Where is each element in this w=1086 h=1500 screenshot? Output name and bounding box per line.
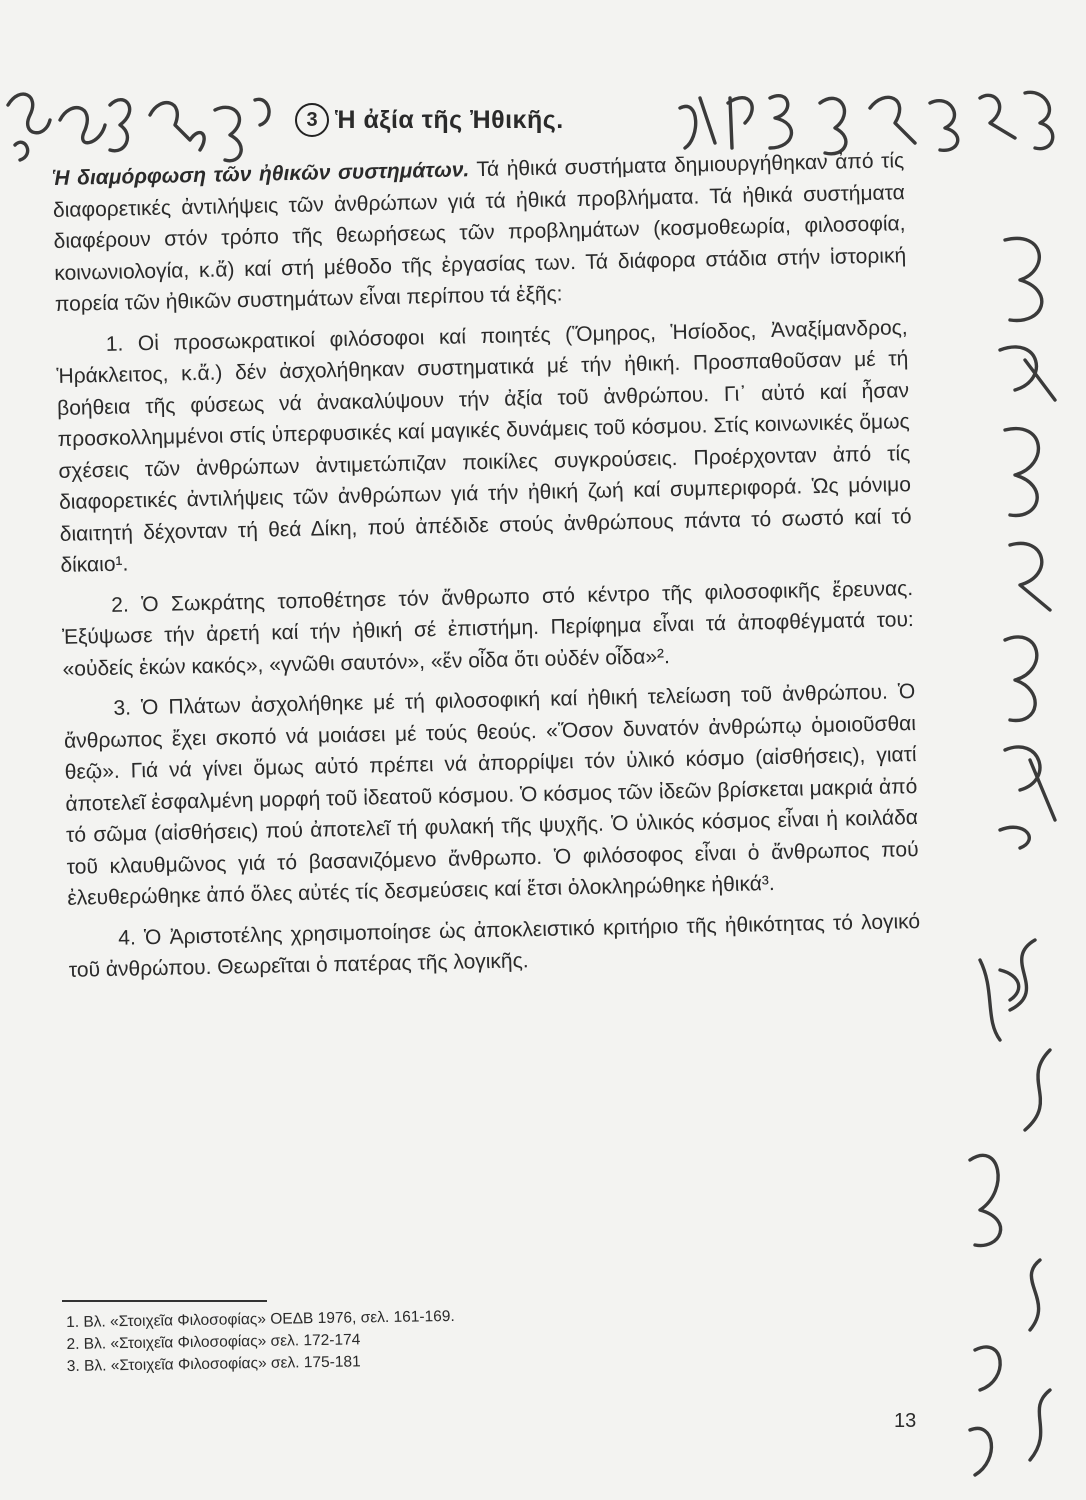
section-number-circle: 3 bbox=[295, 103, 329, 137]
intro-text: Τά ἠθικά συστήματα δημιουργήθηκαν ἀπό τίς διαφορετικές ἀντιλήψεις τῶν ἀνθρώπων γιά τά ἠθικά προβλήματα. Τά ἠθικά συστήματα διαφέρουν στόν τρόπο τῆς θεωρήσεως τῶν προβλημάτων (κοσμοθεωρία, φιλοσοφία, κοινωνιολογία, κ.ἄ) καί στή μέθοδο τῆς ἐργασίας των. Τά διάφορα στάδια στήν ἱστορική πορεία τῶν ἠθικῶν συστημάτων εἶναι περίπου τά ἑξῆς: bbox=[52, 149, 907, 316]
handwritten-scribble-right-margin-lower bbox=[940, 930, 1080, 1490]
list-item-1: 1. Οἱ προσωκρατικοί φιλόσοφοι καί ποιητές (Ὅμηρος, Ἡσίοδος, Ἀναξίμανδρος, Ἡράκλειτος, κ.ἄ.) δέν ἀσχολήθηκαν συστηματικά μέ τήν ἠθική. Προσπαθοῦσαν μέ τή βοήθεια τῆς φύσεως νά ἀνακαλύψουν τήν ἀξία τοῦ ἀνθρώπου. Γι᾽ αὐτό καί ἦσαν προσκολλημμένοι στίς ὑπερφυσικές καί μαγικές δυνάμεις τοῦ κόσμου. Στίς κοινωνικές ὅμως σχέσεις τῶν ἀνθρώπων ἀντιμετώπιζαν ποικίλες συγκρούσεις. Προέρχονταν ἀπό τίς διαφορετικές ἀντιλήψεις τῶν ἀνθρώπων γιά τήν ἠθική ζωή καί συμπεριφορά. Ὡς μόνιμο διαιτητή δέχονταν τή θεά Δίκη, πού ἀπέδιδε στούς ἀνθρώπους πάντα τό σωστό καί τό δίκαιο¹. bbox=[56, 315, 912, 577]
footnotes bbox=[66, 1303, 667, 1378]
body-text bbox=[52, 145, 921, 986]
footnote-1: 1. Βλ. «Στοιχεῖα Φιλοσοφίας» ΟΕΔΒ 1976, σελ. 161-169. bbox=[66, 1307, 455, 1331]
footnote-2: 2. Βλ. «Στοιχεῖα Φιλοσοφίας» σελ. 172-174 bbox=[66, 1331, 361, 1353]
section-heading bbox=[295, 98, 564, 142]
list-item-3: 3. Ὁ Πλάτων ἀσχολήθηκε μέ τή φιλοσοφική καί ἠθική τελείωση τοῦ ἀνθρώπου. Ὁ ἄνθρωπος ἔχει σκοπό νά μοιάσει μέ τούς θεούς. «Ὅσον δυνατόν ἀνθρώπῳ ὁμοιοῦσθαι θεῷ». Γιά νά γίνει ὅμως αὐτό πρέπει νά ἀπορρίψει τόν ὑλικό κόσμο (αἰσθήσεις), γιατί ἀποτελεῖ ἐσφαλμένη μορφή τοῦ ἰδεατοῦ κόσμου. Ὁ κόσμος τῶν ἰδεῶν βρίσκεται μακριά ἀπό τό σῶμα (αἰσθήσεις) πού ἀποτελεῖ τή φυλακή τῆς ψυχῆς. Ὁ ὑλικός κόσμος εἶναι ἡ κοιλάδα τοῦ κλαυθμῶνος γιά τό βασανιζόμενο ἄνθρωπο. Ὁ φιλόσοφος εἶναι ὁ ἄνθρωπος πού ἐλευθερώθηκε ἀπό ὅλες αὐτές τίς δεσμεύσεις καί ἔτσι ὁλοκληρώθηκε ἠθικά³. bbox=[63, 680, 919, 910]
handwritten-scribble-right-margin-upper bbox=[985, 230, 1075, 850]
intro-paragraph bbox=[52, 145, 907, 320]
footnote-3: 3. Βλ. «Στοιχεῖα Φιλοσοφίας» σελ. 175-181 bbox=[66, 1353, 361, 1375]
footnote-divider bbox=[62, 1300, 267, 1302]
list-item-4: 4. Ὁ Ἀριστοτέλης χρησιμοποίησε ὡς ἀποκλειστικό κριτήριο τῆς ἠθικότητας τό λογικό τοῦ ἀνθρώπου. Θεωρεῖται ὁ πατέρας τῆς λογικῆς. bbox=[68, 909, 921, 982]
intro-bold-lead: Ἡ διαμόρφωση τῶν ἠθικῶν συστημάτων. bbox=[52, 158, 470, 190]
list-item-2: 2. Ὁ Σωκράτης τοποθέτησε τόν ἄνθρωπο στό κέντρο τῆς φιλοσοφικῆς ἔρευνας. Ἐξύψωσε τήν ἀρετή καί τήν ἠθική σέ ἐπιστήμη. Περίφημα εἶναι τά ἀποφθέγματά του: «οὐδείς ἑκών κακός», «γνῶθι σαυτόν», «ἕν οἶδα ὅτι οὐδέν οἶδα»². bbox=[61, 576, 914, 681]
page-number: 13 bbox=[894, 1410, 917, 1432]
section-title: Ἡ ἀξία τῆς Ἠθικῆς. bbox=[335, 105, 564, 134]
